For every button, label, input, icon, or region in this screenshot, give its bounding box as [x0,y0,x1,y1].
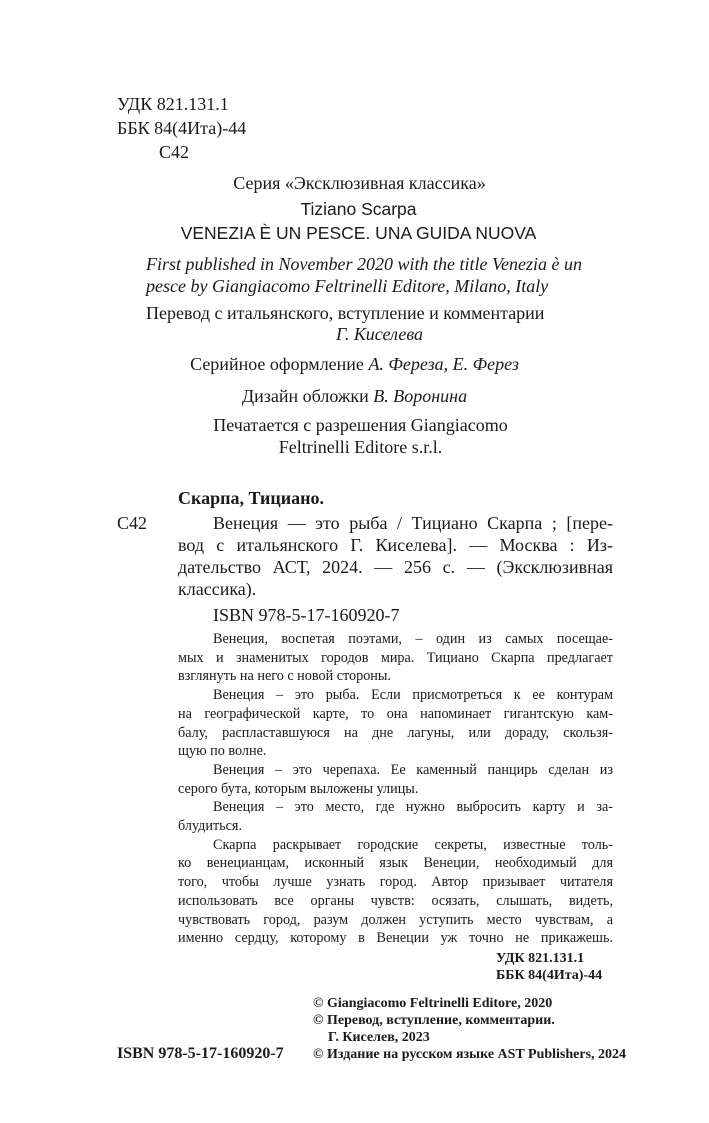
footer-isbn: ISBN 978-5-17-160920-7 [117,1045,284,1062]
translator-name: Г. Киселева [335,324,424,344]
catalog-line-1: Венеция — это рыба / Тициано Скарпа ; [пере- [213,513,613,533]
permission-line-2: Feltrinelli Editore s.r.l. [278,437,443,457]
annotation-line: блудиться. [178,818,242,834]
catalog-isbn: ISBN 978-5-17-160920-7 [213,605,400,625]
annotation-line: мых и знаменитых городов мира. Тициано Скарпа предлагает [178,649,613,666]
cover-design-credit [0,385,709,408]
cover-design-name: В. Воронина [373,386,468,406]
series-design-names: А. Фереза, Е. Ферез [368,354,519,374]
original-author: Tiziano Scarpa [300,199,417,219]
cover-design-label: Дизайн обложки [241,386,374,406]
copyright-translation: © Перевод, вступление, комментарии. [313,1013,555,1028]
copyright-edition: © Издание на русском языке AST Publishers, 2024 [313,1047,627,1062]
annotation-line: на географической карте, то она напоминает гигантскую кам- [178,705,613,722]
catalog-line-3: дательство АСТ, 2024. — 256 с. — (Эксклюзивная [178,557,613,577]
copyright-original: © Giangiacomo Feltrinelli Editore, 2020 [313,996,553,1011]
annotation-line: серого бута, которым выложены улицы. [178,780,419,797]
bbk-code: ББК 84(4Ита)-44 [117,118,247,138]
catalog-line-2: вод с итальянского Г. Киселева]. — Москва : Из- [178,535,613,555]
annotation-line: чувствовать город, разум должен уступить место чувствам, а [178,911,613,928]
permission-line-1: Печатается с разрешения Giangiacomo [213,415,508,435]
annotation-line: балу, распластавшуюся на дне лагуны, или дораду, скользя- [178,724,613,741]
annotation-line: того, чтобы лучше узнать город. Автор призывает читателя [178,874,613,891]
catalog-mark: С42 [117,513,148,533]
udk-code: УДК 821.131.1 [117,94,229,114]
annotation-line: Венеция – это рыба. Если присмотреться к ее контурам [213,687,613,704]
annotation-line: Венеция – это черепаха. Ее каменный панцирь сделан из [213,761,613,778]
footer-bbk: ББК 84(4Ита)-44 [496,968,603,983]
catalog-heading: Скарпа, Тициано. [178,488,325,508]
first-published-line-2: pesce by Giangiacomo Feltrinelli Editore, Milano, Italy [146,276,549,296]
translation-credit: Перевод с итальянского, вступление и комментарии [146,303,545,323]
original-title: VENEZIA È UN PESCE. UNA GUIDA NUOVA [180,223,537,243]
annotation-line: именно сердцу, которому в Венеции уж точно не прикажешь. [178,930,613,947]
annotation-line: использовать все органы чувств: осязать, слышать, видеть, [178,892,613,909]
author-mark: С42 [159,142,190,162]
annotation-line: Венеция – это место, где нужно выбросить карту и за- [213,799,613,816]
series-design-credit [0,353,709,376]
first-published-line-1: First published in November 2020 with the title Venezia è un [146,254,582,274]
copyright-translator: Г. Киселев, 2023 [328,1030,430,1045]
series-design-label: Серийное оформление [190,354,369,374]
series-line: Серия «Эксклюзивная классика» [233,173,486,193]
annotation-line: Скарпа раскрывает городские секреты, известные толь- [213,836,613,853]
annotation-line: ко венецианцам, исконный язык Венеции, необходимый для [178,855,613,872]
annotation-line: щую по волне. [178,743,267,760]
footer-udk: УДК 821.131.1 [496,951,585,966]
annotation-line: взглянуть на него с новой стороны. [178,668,391,685]
annotation-line: Венеция, воспетая поэтами, – один из самых посещае- [213,631,613,647]
catalog-line-4: классика). [178,579,257,599]
